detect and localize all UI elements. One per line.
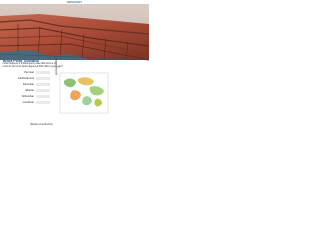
footer-note: (Depth of sediment) — [30, 123, 53, 126]
rock-photo — [0, 4, 149, 63]
period-label: Devonian — [23, 83, 34, 86]
question-list — [2, 62, 84, 68]
stratigraphy-column — [8, 71, 50, 113]
world-map-image — [60, 73, 108, 113]
period-label: Permian — [24, 71, 34, 74]
strat-layer — [36, 101, 50, 104]
strat-layer — [36, 89, 50, 92]
strat-layer — [36, 83, 50, 86]
question-item: • how do we know what happened 300 million years ago? — [2, 65, 63, 69]
strat-layer — [36, 77, 50, 80]
strat-layer — [36, 95, 50, 98]
strat-layer — [36, 71, 50, 74]
world-map — [60, 73, 108, 113]
axis-label: geological time — [55, 57, 58, 75]
slide — [0, 0, 149, 198]
slide-title: GEOLOGY — [66, 0, 83, 4]
period-label: Ordovician — [21, 95, 34, 98]
photo-caption: Brora Point, Scotland — [3, 59, 39, 63]
period-label: Carboniferous — [17, 77, 34, 80]
period-label: Silurian — [25, 89, 34, 92]
rock-photo-image — [0, 4, 149, 60]
question-item: • what happens if a Marsupium plate falls from a -8? — [2, 62, 58, 65]
period-label: Cambrian — [22, 101, 34, 104]
